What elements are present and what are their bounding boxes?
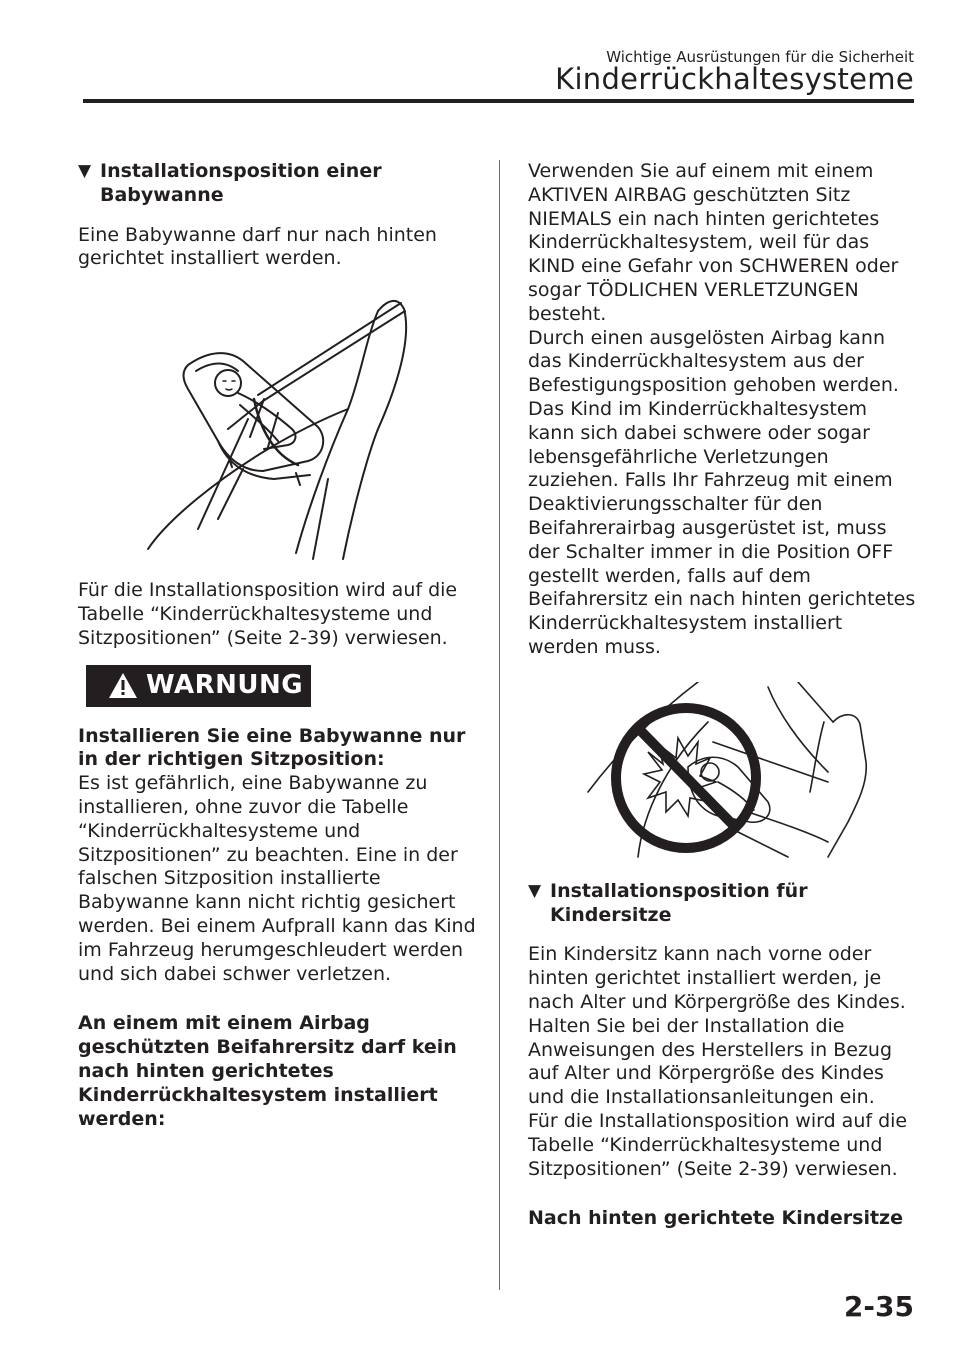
right-column xyxy=(528,160,918,1231)
warning-heading: An einem mit einem Airbag geschützten Beifahrersitz darf kein nach hinten gerichtetes Kinderrückhaltesystem installiert werden: xyxy=(78,1012,457,1130)
header-title: Kinderrückhaltesysteme xyxy=(555,62,914,96)
warning-text: Es ist gefährlich, eine Babywanne zu installieren, ohne zuvor die Tabelle “Kinderrückhaltesysteme und Sitzpositionen” zu beachten. Eine in der falschen Sitzposition installierte Babywanne kann nicht richtig gesichert werden. Bei einem Aufprall kann das Kind im Fahrzeug herumgeschleudert werden und sich dabei schwer verletzen. xyxy=(78,772,476,985)
warning-triangle-icon xyxy=(108,672,138,699)
left-column xyxy=(78,160,478,1131)
header-rule xyxy=(83,99,914,103)
section-heading-babywanne: ▼ Installationsposition einer Babywanne xyxy=(78,160,382,206)
subheading: Nach hinten gerichtete Kindersitze xyxy=(528,1207,903,1230)
paragraph: Ein Kindersitz kann nach vorne oder hinten gerichtet installiert werden, je nach Alter und Körpergröße des Kindes. Halten Sie bei der Installation die Anweisungen des Herstellers in Bezug auf Alter und Körpergröße des Kindes und die Installationsanleitungen ein. xyxy=(528,943,906,1109)
page-number: 2-35 xyxy=(843,1290,914,1323)
section-heading-kindersitze: ▼ Installationsposition für Kindersitze xyxy=(528,879,808,926)
paragraph: Eine Babywanne darf nur nach hinten gerichtet installiert werden. xyxy=(78,223,437,270)
column-divider xyxy=(499,160,500,1290)
warning-label: WARNUNG xyxy=(146,669,304,700)
paragraph: Verwenden Sie auf einem mit einem AKTIVEN AIRBAG geschützten Sitz NIEMALS ein nach hinten gerichtetes Kinderrückhaltesystem, weil für das KIND eine Gefahr von SCHWEREN oder sogar TÖDLICHEN VERLETZUNGEN besteht. xyxy=(528,160,899,325)
warning-banner xyxy=(86,665,311,707)
airbag-prohibition-illustration xyxy=(528,682,918,862)
babywanne-illustration xyxy=(78,279,478,579)
warning-heading: Installieren Sie eine Babywanne nur in der richtigen Sitzposition: xyxy=(78,724,466,771)
triangle-marker-icon: ▼ xyxy=(528,880,542,901)
paragraph: Durch einen ausgelösten Airbag kann das Kinderrückhaltesystem aus der Befestigungsposition gehoben werden. Das Kind im Kinderrückhaltesystem kann sich dabei schwere oder sogar lebensgefährliche Verletzungen zuziehen. Falls Ihr Fahrzeug mit einem Deaktivierungsschalter für den Beifahrerairbag ausgerüstet ist, muss der Schalter immer in die Position OFF gestellt werden, falls auf dem Beifahrersitz ein nach hinten gerichtetes Kinderrückhaltesystem installiert werden muss. xyxy=(528,326,916,658)
triangle-marker-icon: ▼ xyxy=(78,161,92,181)
paragraph: Für die Installationsposition wird auf die Tabelle “Kinderrückhaltesysteme und Sitzpositionen” (Seite 2-39) verwiesen. xyxy=(528,1109,908,1180)
header-subtitle: Wichtige Ausrüstungen für die Sicherheit xyxy=(606,48,914,66)
paragraph: Für die Installationsposition wird auf die Tabelle “Kinderrückhaltesysteme und Sitzpositionen” (Seite 2-39) verwiesen. xyxy=(78,579,458,649)
